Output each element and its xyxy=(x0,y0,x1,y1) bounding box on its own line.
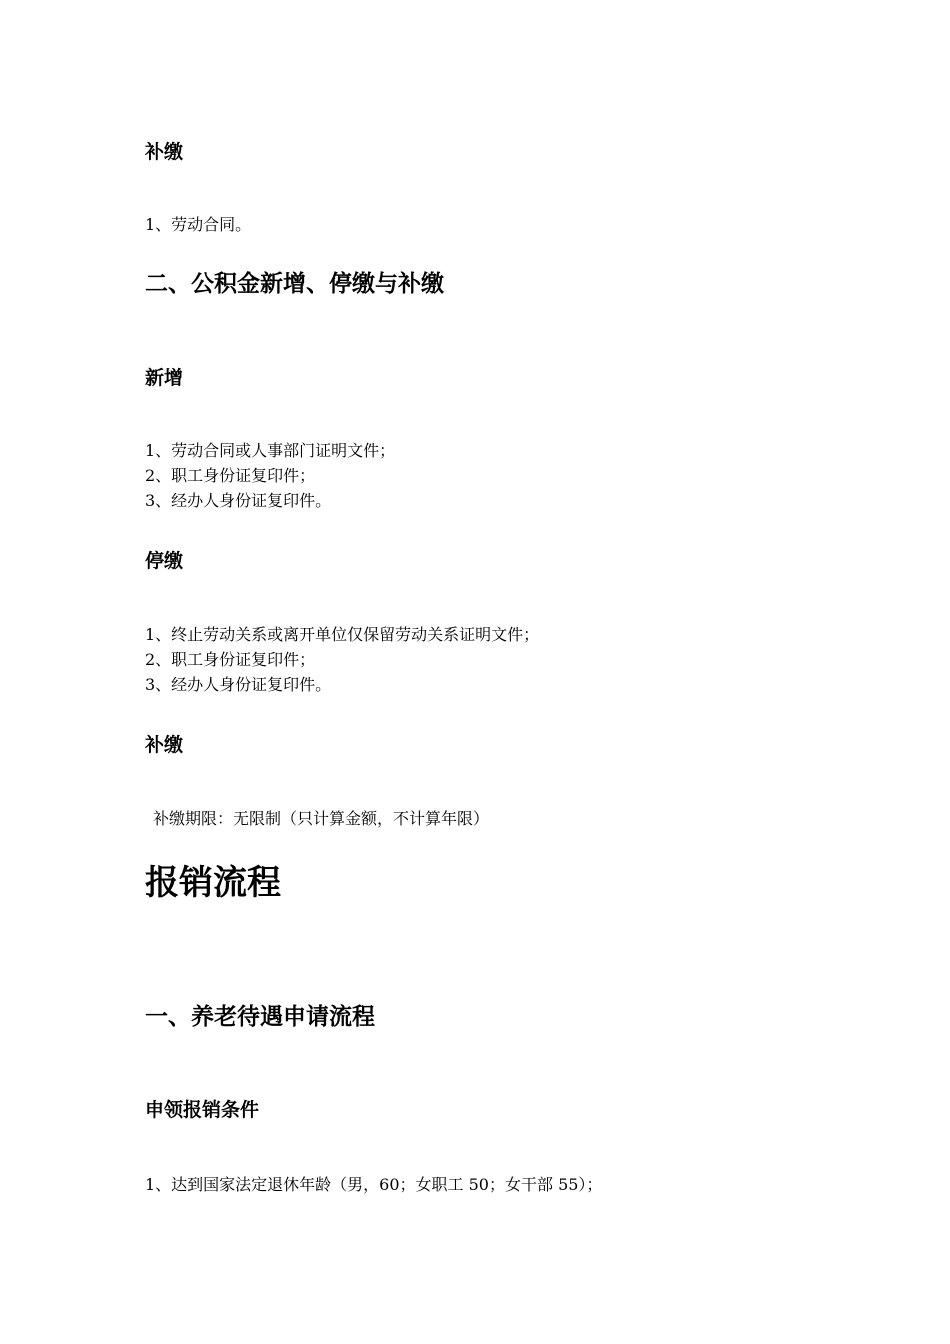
list-item: 3、经办人身份证复印件。 xyxy=(145,491,332,510)
list-item: 1、劳动合同。 xyxy=(145,215,252,234)
list-item: 3、经办人身份证复印件。 xyxy=(145,675,332,694)
stop-list xyxy=(145,622,539,697)
conditions-list xyxy=(145,1172,602,1197)
list-item: 2、职工身份证复印件； xyxy=(145,466,316,485)
add-list xyxy=(145,438,395,513)
heading-add: 新增 xyxy=(145,367,184,389)
section-title-housing-fund: 二、公积金新增、停缴与补缴 xyxy=(145,271,444,297)
heading-supplement-2: 补缴 xyxy=(145,734,184,756)
chapter-title: 报销流程 xyxy=(145,863,281,903)
list-item: 1、达到国家法定退休年龄（男，60；女职工 50；女干部 55）； xyxy=(145,1175,603,1194)
supplement-1-list xyxy=(145,212,251,237)
supplement-note: 补缴期限：无限制（只计算金额，不计算年限） xyxy=(153,809,490,828)
heading-supplement-1: 补缴 xyxy=(145,141,184,163)
list-item: 1、终止劳动关系或离开单位仅保留劳动关系证明文件； xyxy=(145,625,540,644)
list-item: 2、职工身份证复印件； xyxy=(145,650,316,669)
list-item: 1、劳动合同或人事部门证明文件； xyxy=(145,441,396,460)
heading-conditions: 申领报销条件 xyxy=(145,1099,260,1121)
heading-stop: 停缴 xyxy=(145,550,184,572)
section-title-pension: 一、养老待遇申请流程 xyxy=(145,1004,375,1030)
